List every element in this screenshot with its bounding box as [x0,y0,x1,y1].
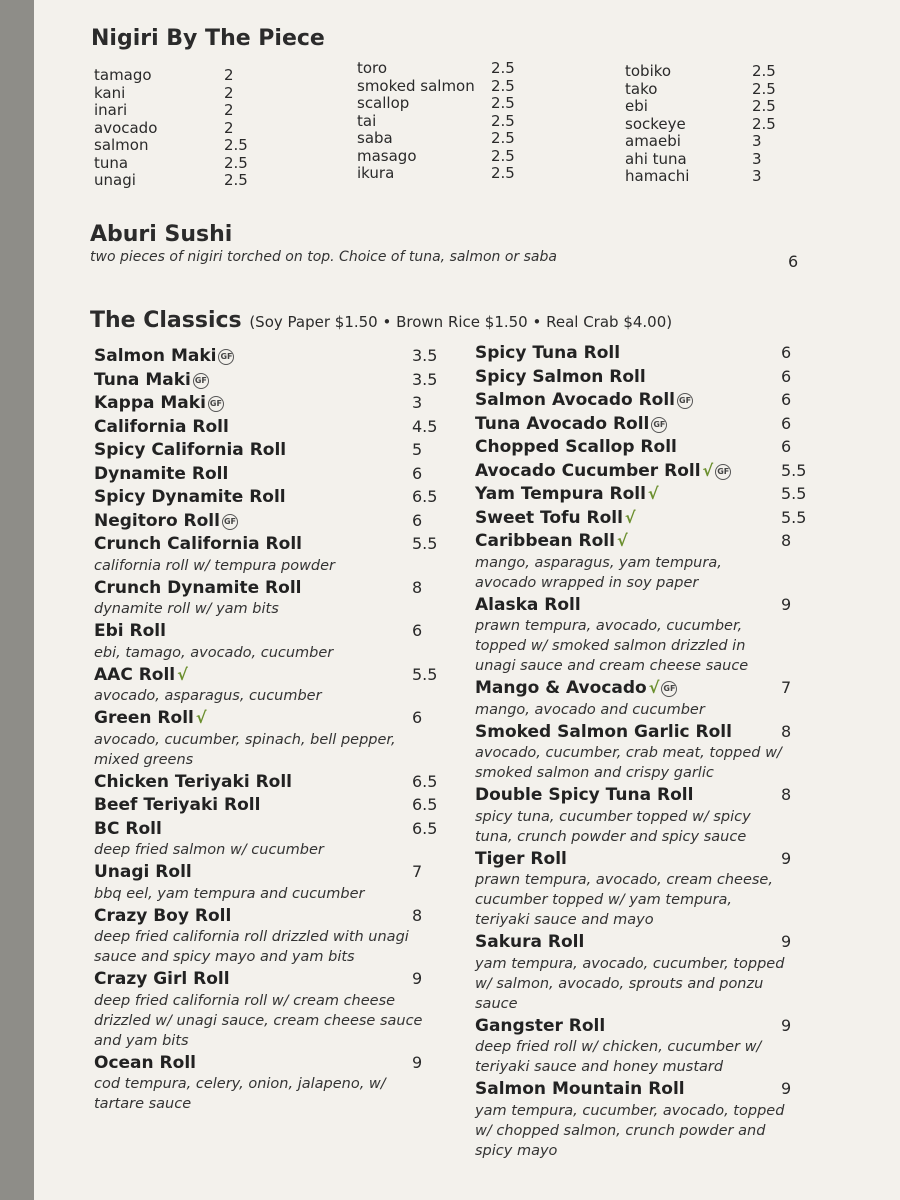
menu-item-smoked-salmon-garlic-roll [475,722,850,784]
item-name: Ebi Roll [94,621,166,641]
menu-item-alaska-roll [475,595,850,677]
menu-item-ocean-roll [94,1053,464,1115]
item-price: 7 [412,862,423,881]
classics-header [90,308,672,333]
menu-item-unagi-roll [94,862,464,904]
menu-item-california-roll [94,417,464,441]
item-name: California Roll [94,416,229,437]
item-description: bbq eel, yam tempura and cucumber [94,885,365,902]
item-price: 5.5 [412,664,438,684]
classics-subtitle: (Soy Paper $1.50 • Brown Rice $1.50 • Real Crab $4.00) [249,313,673,331]
item-price: 5.5 [781,484,807,503]
item-price: 8 [781,785,792,804]
nigiri-price: 3 [752,149,762,168]
nigiri-price: 2 [224,118,234,137]
nigiri-item-salmon [94,137,248,155]
item-description: california roll w/ tempura powder [94,557,336,574]
item-name: Yam Tempura Roll [475,484,646,504]
item-description: yam tempura, cucumber, avocado, topped w/ chopped salmon, crunch powder and spicy mayo [475,1102,785,1159]
nigiri-name: unagi [94,171,136,189]
nigiri-price: 2.5 [752,97,776,115]
item-description: dynamite roll w/ yam bits [94,601,279,617]
nigiri-item-avocado [94,120,248,138]
item-description: spicy tuna, cucumber topped w/ spicy tuna, crunch powder and spicy sauce [475,808,751,845]
nigiri-item-ahi-tuna [625,151,776,169]
menu-item-negitoro-roll [94,511,464,535]
vegetarian-icon: √ [624,507,636,527]
item-price: 3.5 [412,346,438,365]
menu-item-crunch-california-roll [94,534,464,576]
item-price: 9 [781,1079,792,1098]
item-description: deep fried roll w/ chicken, cucumber w/ teriyaki sauce and honey mustard [475,1039,762,1075]
item-name: Dynamite Roll [94,463,229,484]
item-price: 6 [781,366,792,386]
vegetarian-icon: √ [177,664,188,684]
menu-item-salmon-mountain-roll [475,1079,850,1161]
item-price: 6.5 [412,818,438,838]
nigiri-price: 2 [224,101,234,119]
item-name: Spicy Tuna Roll [475,343,621,363]
nigiri-name: ebi [625,97,648,115]
menu-item-aac-roll [94,665,464,707]
nigiri-price: 2.5 [491,59,515,77]
item-price: 8 [412,905,423,925]
nigiri-price: 2 [224,66,234,84]
nigiri-name: masago [357,146,417,165]
nigiri-item-inari [94,102,248,120]
menu-page [34,0,900,1200]
item-name: Double Spicy Tuna Roll [475,785,694,805]
nigiri-title: Nigiri By The Piece [91,26,325,51]
menu-item-tiger-roll [475,849,850,931]
nigiri-item-toro [357,60,515,78]
item-price: 9 [412,969,423,988]
item-price: 9 [781,848,792,868]
vegetarian-icon: √ [616,531,628,550]
nigiri-item-tobiko [625,63,776,81]
menu-item-gangster-roll [475,1016,850,1078]
item-name: Tiger Roll [475,848,567,869]
nigiri-price: 2.5 [491,111,515,130]
nigiri-item-ikura [357,165,515,183]
item-description: deep fried california roll w/ cream cheese drizzled w/ unagi sauce, cream cheese sauce and yam bits [94,992,423,1049]
gluten-free-icon: GF [677,393,693,409]
menu-item-kappa-maki [94,393,464,417]
gluten-free-icon: GF [715,464,731,480]
item-name: Crazy Girl Roll [94,969,230,989]
nigiri-price: 2.5 [752,62,776,80]
nigiri-item-tai [357,113,515,131]
nigiri-price: 2 [224,83,234,102]
item-description: cod tempura, celery, onion, jalapeno, w/ tartare sauce [94,1076,386,1112]
item-description: avocado, cucumber, crab meat, topped w/ smoked salmon and crispy garlic [475,745,782,781]
nigiri-item-saba [357,130,515,148]
vegetarian-icon: √ [702,460,714,480]
item-name: Salmon Mountain Roll [475,1079,685,1099]
item-name: Tuna Maki [94,369,191,390]
item-description: deep fried california roll drizzled with unagi sauce and spicy mayo and yam bits [94,929,409,965]
item-description: ebi, tamago, avocado, cucumber [94,644,334,661]
gluten-free-icon: GF [193,373,209,389]
nigiri-item-sockeye [625,116,776,134]
item-price: 5.5 [781,507,807,527]
item-name: AAC Roll [94,664,176,685]
item-price: 5.5 [781,460,807,480]
item-name: Green Roll [94,708,194,728]
nigiri-name: salmon [94,136,149,154]
nigiri-item-tuna [94,155,248,173]
aburi-title: Aburi Sushi [90,222,233,247]
item-description: avocado, asparagus, cucumber [94,688,322,704]
aburi-description: two pieces of nigiri torched on top. Choice of tuna, salmon or saba [90,249,557,265]
nigiri-name: tuna [94,153,129,172]
item-price: 6 [781,390,792,409]
item-name: Avocado Cucumber Roll [475,460,701,481]
item-price: 6.5 [412,487,438,506]
item-name: Beef Teriyaki Roll [94,795,261,815]
nigiri-price: 2.5 [491,146,515,165]
nigiri-price: 2.5 [491,94,515,112]
item-price: 8 [781,531,792,550]
item-name: Alaska Roll [475,594,581,615]
item-price: 8 [412,577,423,597]
item-name: Sweet Tofu Roll [475,507,623,528]
item-price: 6 [781,343,792,362]
nigiri-name: avocado [94,118,158,137]
item-price: 6 [781,437,792,456]
item-description: mango, asparagus, yam tempura, avocado wrapped in soy paper [475,554,722,591]
nigiri-name: tobiko [625,62,672,80]
menu-item-crunch-dynamite-roll [94,578,464,620]
nigiri-item-amaebi [625,133,776,151]
menu-item-salmon-maki [94,346,464,370]
classics-left-column [94,346,464,1116]
item-name: Salmon Avocado Roll [475,390,676,410]
item-price: 6.5 [412,771,438,791]
nigiri-name: tai [357,111,377,130]
nigiri-name: inari [94,101,128,119]
item-price: 9 [781,932,792,951]
nigiri-name: scallop [357,94,410,112]
item-name: Crunch Dynamite Roll [94,577,302,598]
aburi-price: 6 [788,252,799,271]
menu-item-salmon-avocado-roll [475,390,850,414]
nigiri-col-1 [94,67,248,190]
item-name: Negitoro Roll [94,510,220,531]
nigiri-name: ahi tuna [625,149,687,168]
menu-item-dynamite-roll [94,464,464,488]
menu-item-tuna-maki [94,370,464,394]
gluten-free-icon: GF [651,417,667,433]
item-price: 7 [781,678,792,697]
item-price: 3.5 [412,369,438,389]
nigiri-name: toro [357,59,388,77]
menu-item-chopped-scallop-roll [475,437,850,461]
item-price: 6 [412,463,423,483]
nigiri-price: 2.5 [491,76,515,95]
item-name: Crazy Boy Roll [94,905,232,926]
item-description: yam tempura, avocado, cucumber, topped w/ salmon, avocado, sprouts and ponzu sauce [475,955,785,1012]
item-price: 9 [781,594,792,614]
nigiri-name: amaebi [625,132,681,150]
menu-item-chicken-teriyaki-roll [94,772,464,796]
item-price: 6 [412,510,423,530]
nigiri-item-masago [357,148,515,166]
menu-item-spicy-salmon-roll [475,367,850,391]
menu-item-ebi-roll [94,621,464,663]
menu-item-bc-roll [94,819,464,861]
nigiri-col-2 [357,60,515,183]
menu-item-avocado-cucumber-roll [475,461,850,485]
item-description: prawn tempura, avocado, cream cheese, cucumber topped w/ yam tempura, teriyaki sauce and mayo [475,872,773,928]
item-description: prawn tempura, avocado, cucumber, topped w/ smoked salmon drizzled in unagi sauce and cream cheese sauce [475,618,749,674]
item-name: Mango & Avocado [475,678,647,698]
vegetarian-icon: √ [647,484,659,503]
nigiri-price: 2.5 [224,153,248,172]
item-name: Smoked Salmon Garlic Roll [475,721,732,742]
item-price: 6 [781,413,792,433]
menu-item-yam-tempura-roll [475,484,850,508]
nigiri-name: ikura [357,164,395,182]
nigiri-item-ebi [625,98,776,116]
item-price: 6 [412,621,423,640]
item-description: mango, avocado and cucumber [475,701,705,718]
item-name: Spicy Dynamite Roll [94,487,286,507]
item-price: 6.5 [412,795,438,814]
nigiri-item-smoked-salmon [357,78,515,96]
nigiri-name: hamachi [625,167,690,185]
gluten-free-icon: GF [208,396,224,412]
item-price: 4.5 [412,416,438,436]
nigiri-price: 2.5 [491,164,515,182]
item-price: 9 [781,1015,792,1035]
nigiri-name: saba [357,129,393,147]
menu-item-tuna-avocado-roll [475,414,850,438]
menu-item-spicy-california-roll [94,440,464,464]
classics-title: The Classics [90,308,242,333]
nigiri-price: 2.5 [224,171,248,189]
item-name: Tuna Avocado Roll [475,413,650,434]
nigiri-price: 2.5 [752,114,776,133]
item-description: avocado, cucumber, spinach, bell pepper, mixed greens [94,731,396,768]
item-name: Salmon Maki [94,346,217,366]
classics-right-column [475,343,850,1163]
item-name: Caribbean Roll [475,531,615,551]
item-price: 9 [412,1052,423,1072]
nigiri-name: sockeye [625,114,686,133]
item-name: Spicy California Roll [94,440,287,460]
item-name: BC Roll [94,818,162,839]
item-name: Gangster Roll [475,1015,606,1036]
gluten-free-icon: GF [222,514,238,530]
nigiri-price: 2.5 [752,79,776,98]
menu-item-caribbean-roll [475,531,850,593]
menu-item-crazy-girl-roll [94,969,464,1051]
item-price: 3 [412,393,423,412]
nigiri-item-tamago [94,67,248,85]
menu-item-crazy-boy-roll [94,906,464,968]
nigiri-price: 3 [752,132,762,150]
item-name: Chicken Teriyaki Roll [94,771,292,792]
gluten-free-icon: GF [218,349,234,365]
item-price: 5.5 [412,534,438,553]
gluten-free-icon: GF [661,681,677,697]
item-name: Chopped Scallop Roll [475,437,677,457]
menu-item-green-roll [94,708,464,770]
item-description: deep fried salmon w/ cucumber [94,842,324,858]
vegetarian-icon: √ [648,678,660,697]
nigiri-item-scallop [357,95,515,113]
vegetarian-icon: √ [195,708,207,727]
item-price: 5 [412,440,423,459]
nigiri-item-kani [94,85,248,103]
item-name: Sakura Roll [475,932,585,952]
menu-item-sweet-tofu-roll [475,508,850,532]
nigiri-price: 3 [752,167,762,185]
menu-item-double-spicy-tuna-roll [475,785,850,847]
nigiri-item-tako [625,81,776,99]
menu-item-beef-teriyaki-roll [94,795,464,819]
nigiri-name: tamago [94,66,152,84]
menu-item-sakura-roll [475,932,850,1014]
nigiri-price: 2.5 [491,129,515,147]
nigiri-name: tako [625,79,658,98]
item-name: Unagi Roll [94,862,192,882]
nigiri-name: kani [94,83,126,102]
nigiri-item-hamachi [625,168,776,186]
nigiri-item-unagi [94,172,248,190]
nigiri-col-3 [625,63,776,186]
item-name: Kappa Maki [94,393,206,413]
item-price: 8 [781,721,792,741]
item-price: 6 [412,708,423,727]
item-name: Spicy Salmon Roll [475,366,646,387]
item-name: Crunch California Roll [94,534,302,554]
item-name: Ocean Roll [94,1052,196,1073]
nigiri-name: smoked salmon [357,76,475,95]
nigiri-price: 2.5 [224,136,248,154]
menu-item-mango-and-avocado [475,678,850,720]
menu-item-spicy-dynamite-roll [94,487,464,511]
menu-item-spicy-tuna-roll [475,343,850,367]
